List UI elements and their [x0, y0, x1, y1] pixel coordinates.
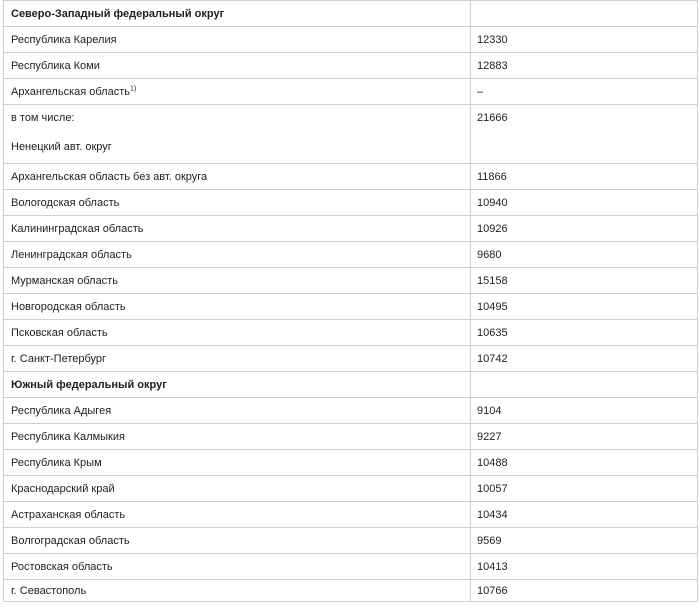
region-value: 10495 — [471, 294, 698, 320]
table-row — [4, 580, 698, 602]
region-name: Архангельская область без авт. округа — [4, 164, 471, 190]
region-value-cell — [471, 105, 698, 164]
region-name: Астраханская область — [4, 502, 471, 528]
region-value: 9569 — [471, 528, 698, 554]
region-value: 10940 — [471, 190, 698, 216]
region-name: Вологодская область — [4, 190, 471, 216]
section-title: Южный федеральный округ — [4, 372, 471, 398]
region-value: 9680 — [471, 242, 698, 268]
region-value: 10926 — [471, 216, 698, 242]
section-value — [471, 1, 698, 27]
region-value: 12883 — [471, 53, 698, 79]
region-name: Архангельская область — [11, 85, 130, 98]
footnote-marker: 1) — [130, 84, 137, 92]
table-row — [4, 268, 698, 294]
region-value: 10766 — [471, 580, 698, 602]
table-row — [4, 320, 698, 346]
section-title: Северо-Западный федеральный округ — [4, 1, 471, 27]
region-name: Ростовская область — [4, 554, 471, 580]
region-name: Республика Коми — [4, 53, 471, 79]
region-value: 21666 — [477, 112, 508, 124]
region-name: Республика Крым — [4, 450, 471, 476]
table-row — [4, 164, 698, 190]
region-name: Новгородская область — [4, 294, 471, 320]
regional-data-table — [3, 0, 698, 602]
region-value: 15158 — [471, 268, 698, 294]
region-value: 10635 — [471, 320, 698, 346]
table-row — [4, 476, 698, 502]
including-label: в том числе: — [11, 112, 75, 124]
region-name-cell — [4, 79, 471, 105]
table-row — [4, 554, 698, 580]
region-name: Республика Карелия — [4, 27, 471, 53]
region-value: 10488 — [471, 450, 698, 476]
table-row — [4, 105, 698, 164]
region-value: 10057 — [471, 476, 698, 502]
table-row — [4, 53, 698, 79]
region-name: Калининградская область — [4, 216, 471, 242]
region-name: Республика Калмыкия — [4, 424, 471, 450]
section-header-row — [4, 372, 698, 398]
table-row — [4, 502, 698, 528]
region-value: 10742 — [471, 346, 698, 372]
region-name: Волгоградская область — [4, 528, 471, 554]
region-value: 9227 — [471, 424, 698, 450]
table-row — [4, 79, 698, 105]
table-row — [4, 242, 698, 268]
region-name: Мурманская область — [4, 268, 471, 294]
region-name: г. Санкт-Петербург — [4, 346, 471, 372]
region-name: Краснодарский край — [4, 476, 471, 502]
section-value — [471, 372, 698, 398]
region-name: Псковская область — [4, 320, 471, 346]
region-name: г. Севастополь — [4, 580, 471, 602]
table-row — [4, 294, 698, 320]
region-name: Ленинградская область — [4, 242, 471, 268]
section-header-row — [4, 1, 698, 27]
table-row — [4, 216, 698, 242]
region-name: Республика Адыгея — [4, 398, 471, 424]
region-name-cell — [4, 105, 471, 164]
region-value: 9104 — [471, 398, 698, 424]
table-row — [4, 424, 698, 450]
table-row — [4, 450, 698, 476]
region-value: – — [471, 79, 698, 105]
table-row — [4, 346, 698, 372]
region-name: Ненецкий авт. округ — [11, 141, 112, 153]
region-value: 10434 — [471, 502, 698, 528]
table-row — [4, 190, 698, 216]
region-value: 12330 — [471, 27, 698, 53]
region-value: 10413 — [471, 554, 698, 580]
table-row — [4, 27, 698, 53]
table-row — [4, 528, 698, 554]
region-value: 11866 — [471, 164, 698, 190]
table-row — [4, 398, 698, 424]
